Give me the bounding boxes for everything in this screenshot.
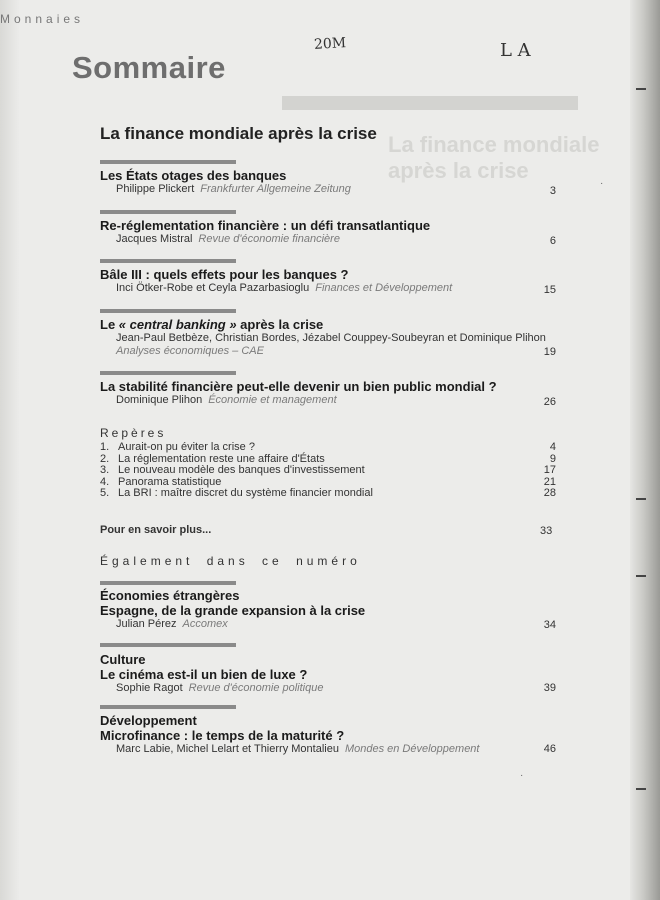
reperes-item-page: 17 xyxy=(543,464,556,477)
entry-page-number: 39 xyxy=(543,682,556,694)
reperes-item-page: 21 xyxy=(543,475,556,488)
reperes-item-label: La réglementation reste une affaire d'États xyxy=(118,452,325,465)
also-in-issue-heading: Également dans ce numéro xyxy=(100,554,361,568)
entry-source: Économie et management xyxy=(208,394,337,406)
reperes-item[interactable]: 4. Panorama statistique 21 xyxy=(100,475,556,488)
entry-source: Frankfurter Allgemeine Zeitung xyxy=(200,183,351,195)
entry-authors: Jean-Paul Betbèze, Christian Bordes, Jézabel Couppey-Soubeyran et Dominique Plihon xyxy=(116,332,546,344)
section-rule xyxy=(100,705,236,709)
dossier-title: La finance mondiale après la crise xyxy=(100,124,377,143)
edge-tick-mark xyxy=(636,788,646,790)
reperes-heading: Repères xyxy=(100,426,167,440)
entry-title: Les États otages des banques xyxy=(100,168,287,183)
entry-title: Bâle III : quels effets pour les banques ? xyxy=(100,267,349,282)
entry-source: Analyses économiques – CAE xyxy=(116,345,264,357)
section-rule xyxy=(100,581,236,585)
toc-entry[interactable] xyxy=(100,267,556,295)
section-rule xyxy=(100,160,236,164)
toc-entry[interactable] xyxy=(100,317,556,358)
reperes-item-label: Le nouveau modèle des banques d'investissement xyxy=(118,464,365,477)
entry-source: Finances et Développement xyxy=(315,282,453,294)
further-reading-page: 33 xyxy=(540,525,553,537)
entry-title: Le cinéma est-il un bien de luxe ? xyxy=(100,667,308,682)
entry-title: Le « central banking » après la crise xyxy=(100,317,324,332)
reperes-item-page: 4 xyxy=(549,441,556,453)
entry-authors: Marc Labie, Michel Lelart et Thierry Montalieu xyxy=(116,743,339,755)
further-reading-link[interactable]: Pour en savoir plus... xyxy=(100,524,212,536)
bleed-through-bar xyxy=(282,96,578,110)
section-rule xyxy=(100,643,236,647)
entry-section: Développement xyxy=(100,713,197,728)
entry-authors: Dominique Plihon xyxy=(116,394,203,406)
entry-page-number: 46 xyxy=(543,743,556,755)
edge-tick-mark xyxy=(636,498,646,500)
reperes-item[interactable]: 1. Aurait-on pu éviter la crise ? 4 xyxy=(100,441,556,453)
reperes-item-label: Panorama statistique xyxy=(118,475,222,488)
handwritten-note: 20M xyxy=(313,35,347,53)
section-rule xyxy=(100,309,236,313)
entry-title: Espagne, de la grande expansion à la crise xyxy=(100,603,366,618)
entry-section: Économies étrangères xyxy=(100,588,240,603)
entry-authors: Inci Ötker-Robe et Ceyla Pazarbasioglu xyxy=(116,282,310,294)
reperes-item[interactable]: 5. La BRI : maître discret du système financier mondial 28 xyxy=(100,487,556,500)
entry-source: Accomex xyxy=(182,618,228,630)
reperes-item-label: Aurait-on pu éviter la crise ? xyxy=(118,441,255,453)
entry-authors: Jacques Mistral xyxy=(116,233,193,245)
reperes-item[interactable]: 3. Le nouveau modèle des banques d'investissement 17 xyxy=(100,464,556,477)
reperes-list xyxy=(100,442,556,500)
entry-page-number: 15 xyxy=(543,284,556,296)
entry-page-number: 26 xyxy=(543,396,556,408)
entry-authors: Sophie Ragot xyxy=(116,682,183,694)
reperes-item[interactable]: 2. La réglementation reste une affaire d'États 9 xyxy=(100,452,556,465)
section-rule xyxy=(100,371,236,375)
toc-entry[interactable] xyxy=(100,713,556,756)
entry-page-number: 19 xyxy=(543,346,556,358)
reperes-item-page: 28 xyxy=(543,487,556,500)
entry-page-number: 3 xyxy=(549,185,556,197)
entry-source: Revue d'économie financière xyxy=(198,233,340,245)
entry-authors: Julian Pérez xyxy=(116,618,177,630)
entry-title: La stabilité financière peut-elle devenir un bien public mondial ? xyxy=(100,379,497,394)
bleed-through-title: La finance mondiale après la crise xyxy=(388,132,600,183)
toc-entry[interactable] xyxy=(100,379,556,407)
toc-entry[interactable] xyxy=(100,168,556,196)
reperes-item-page: 9 xyxy=(549,452,556,465)
toc-entry[interactable] xyxy=(100,588,556,631)
scan-speck: · xyxy=(520,770,524,781)
left-page-shadow xyxy=(0,0,20,900)
journal-header: Monnaies xyxy=(0,12,85,26)
entry-page-number: 6 xyxy=(549,235,556,247)
section-rule xyxy=(100,259,236,263)
entry-section: Culture xyxy=(100,652,146,667)
entry-authors: Philippe Plickert xyxy=(116,183,195,195)
section-rule xyxy=(100,210,236,214)
toc-entry[interactable] xyxy=(100,218,556,246)
entry-source: Revue d'économie politique xyxy=(188,682,324,694)
scan-speck: · xyxy=(600,178,604,189)
edge-tick-mark xyxy=(636,575,646,577)
edge-tick-mark xyxy=(636,88,646,90)
toc-entry[interactable] xyxy=(100,652,556,695)
reperes-item-label: La BRI : maître discret du système financier mondial xyxy=(118,487,373,500)
entry-source: Mondes en Développement xyxy=(344,743,480,755)
entry-title: Re-réglementation financière : un défi transatlantique xyxy=(100,218,431,233)
entry-page-number: 34 xyxy=(543,619,556,631)
handwritten-initials: L A xyxy=(500,40,531,61)
entry-title-emphasis: « central banking » xyxy=(118,317,237,332)
entry-title: Microfinance : le temps de la maturité ? xyxy=(100,728,345,743)
page-title: Sommaire xyxy=(72,50,226,85)
